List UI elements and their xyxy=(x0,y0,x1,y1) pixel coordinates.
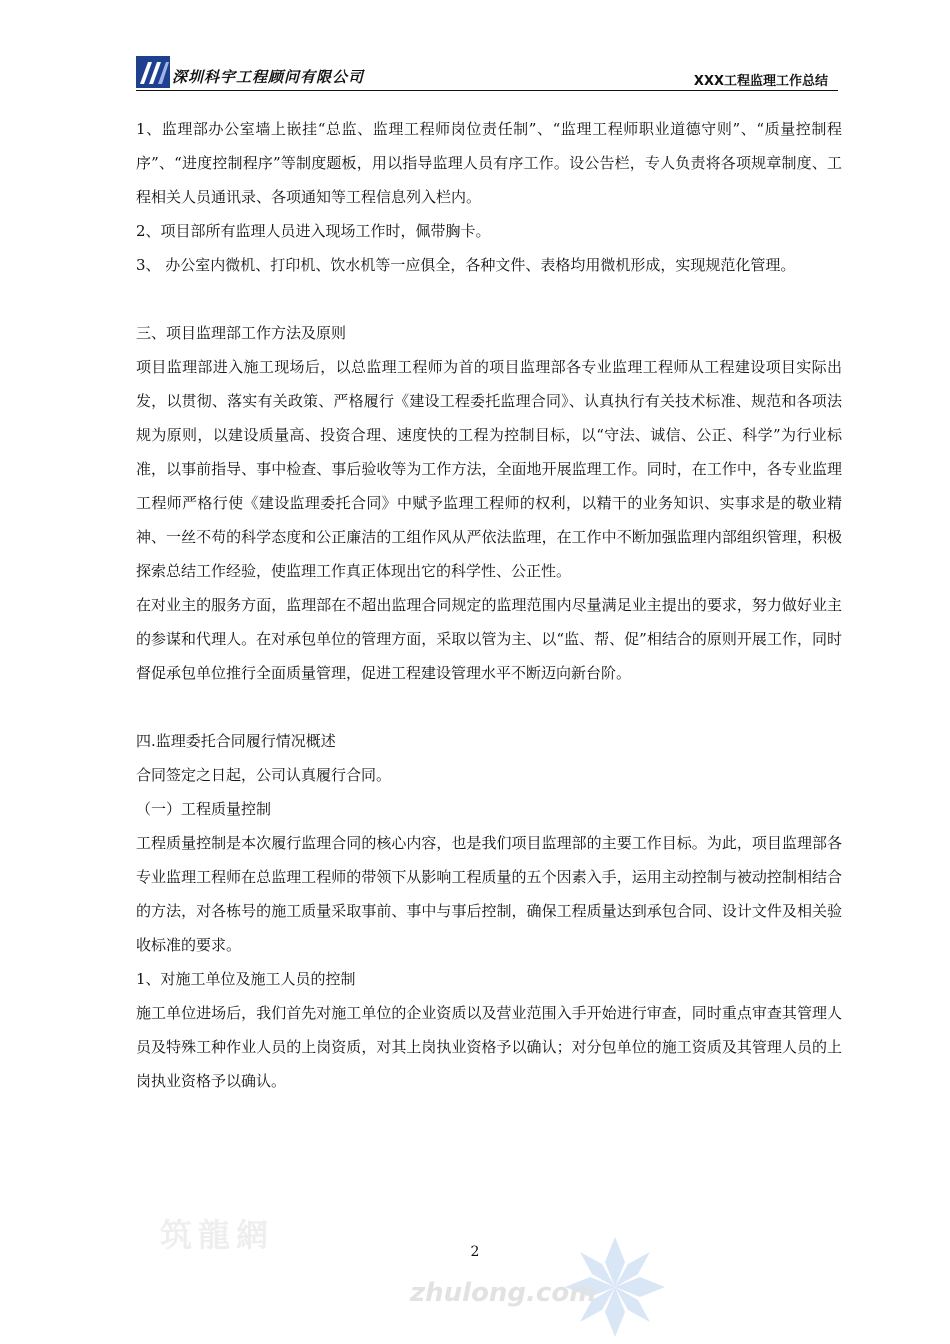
paragraph-service: 在对业主的服务方面，监理部在不超出监理合同规定的监理范围内尽量满足业主提出的要求，努力做好业主的参谋和代理人。在对承包单位的管理方面，采取以管为主、以“监、帮、促”相结合的原则开展工作，同时督促承包单位推行全面质量管理，促进工程建设管理水平不断迈向新台阶。 xyxy=(136,596,842,682)
paragraph-method: 项目监理部进入施工现场后，以总监理工程师为首的项目监理部各专业监理工程师从工程建设项目实际出发，以贯彻、落实有关政策、严格履行《建设工程委托监理合同》、认真执行有关技术标准、规范和各项法规为原则，以建设质量高、投资合理、速度快的工程为控制目标，以“守法、诚信、公正、科学”为行业标准，以事前指导、事中检查、事后验收等为工作方法，全面地开展监理工作。同时，在工作中，各专业监理工程师严格行使《建设监理委托合同》中赋予监理工程师的权利，以精干的业务知识、实事求是的敬业精神、一丝不苟的科学态度和公正廉洁的工组作风从严依法监理，在工作中不断加强监理内部组织管理，积极探索总结工作经验，使监理工作真正体现出它的科学性、公正性。 xyxy=(136,358,842,580)
section-heading-3: 三、项目监理部工作方法及原则 xyxy=(136,324,347,342)
company-logo-icon xyxy=(136,56,170,88)
page-header xyxy=(136,56,838,92)
page-number: 2 xyxy=(470,1244,480,1260)
watermark-chinese: 筑龍網 xyxy=(160,1216,275,1254)
subheading-quality-control: （一）工程质量控制 xyxy=(136,800,272,818)
paragraph-contractor: 施工单位进场后，我们首先对施工单位的企业资质以及营业范围入手开始进行审查，同时重点审查其管理人员及特殊工种作业人员的上岗资质，对其上岗执业资格予以确认；对分包单位的施工资质及其管理人员的上岗执业资格予以确认。 xyxy=(136,1004,842,1090)
document-title: XXX工程监理工作总结 xyxy=(693,74,828,89)
paragraph-contract: 合同签定之日起，公司认真履行合同。 xyxy=(136,766,392,784)
paragraph-item-2: 2、项目部所有监理人员进入现场工作时，佩带胸卡。 xyxy=(136,222,491,240)
paragraph-item-1: 1、监理部办公室墙上嵌挂“总监、监理工程师岗位责任制”、“监理工程师职业道德守则”、“质量控制程序”、“进度控制程序”等制度题板，用以指导监理人员有序工作。设公告栏，专人负责将各项规章制度、工程相关人员通讯录、各项通知等工程信息列入栏内。 xyxy=(136,120,842,206)
document-body xyxy=(136,112,842,1098)
company-name: 深圳科宇工程顾问有限公司 xyxy=(172,68,365,86)
paragraph-quality: 工程质量控制是本次履行监理合同的核心内容，也是我们项目监理部的主要工作目标。为此，项目监理部各专业监理工程师在总监理工程师的带领下从影响工程质量的五个因素入手，运用主动控制与被动控制相结合的方法，对各栋号的施工质量采取事前、事中与事后控制，确保工程质量达到承包合同、设计文件及相关验收标准的要求。 xyxy=(136,834,842,954)
subheading-contractor-control: 1、对施工单位及施工人员的控制 xyxy=(136,970,356,988)
section-heading-4: 四.监理委托合同履行情况概述 xyxy=(136,732,336,750)
watermark-english: zhulong.com xyxy=(410,1278,597,1308)
paragraph-item-3: 3、 办公室内微机、打印机、饮水机等一应俱全，各种文件、表格均用微机形成，实现规范化管理。 xyxy=(136,256,796,274)
header-divider xyxy=(136,90,838,91)
